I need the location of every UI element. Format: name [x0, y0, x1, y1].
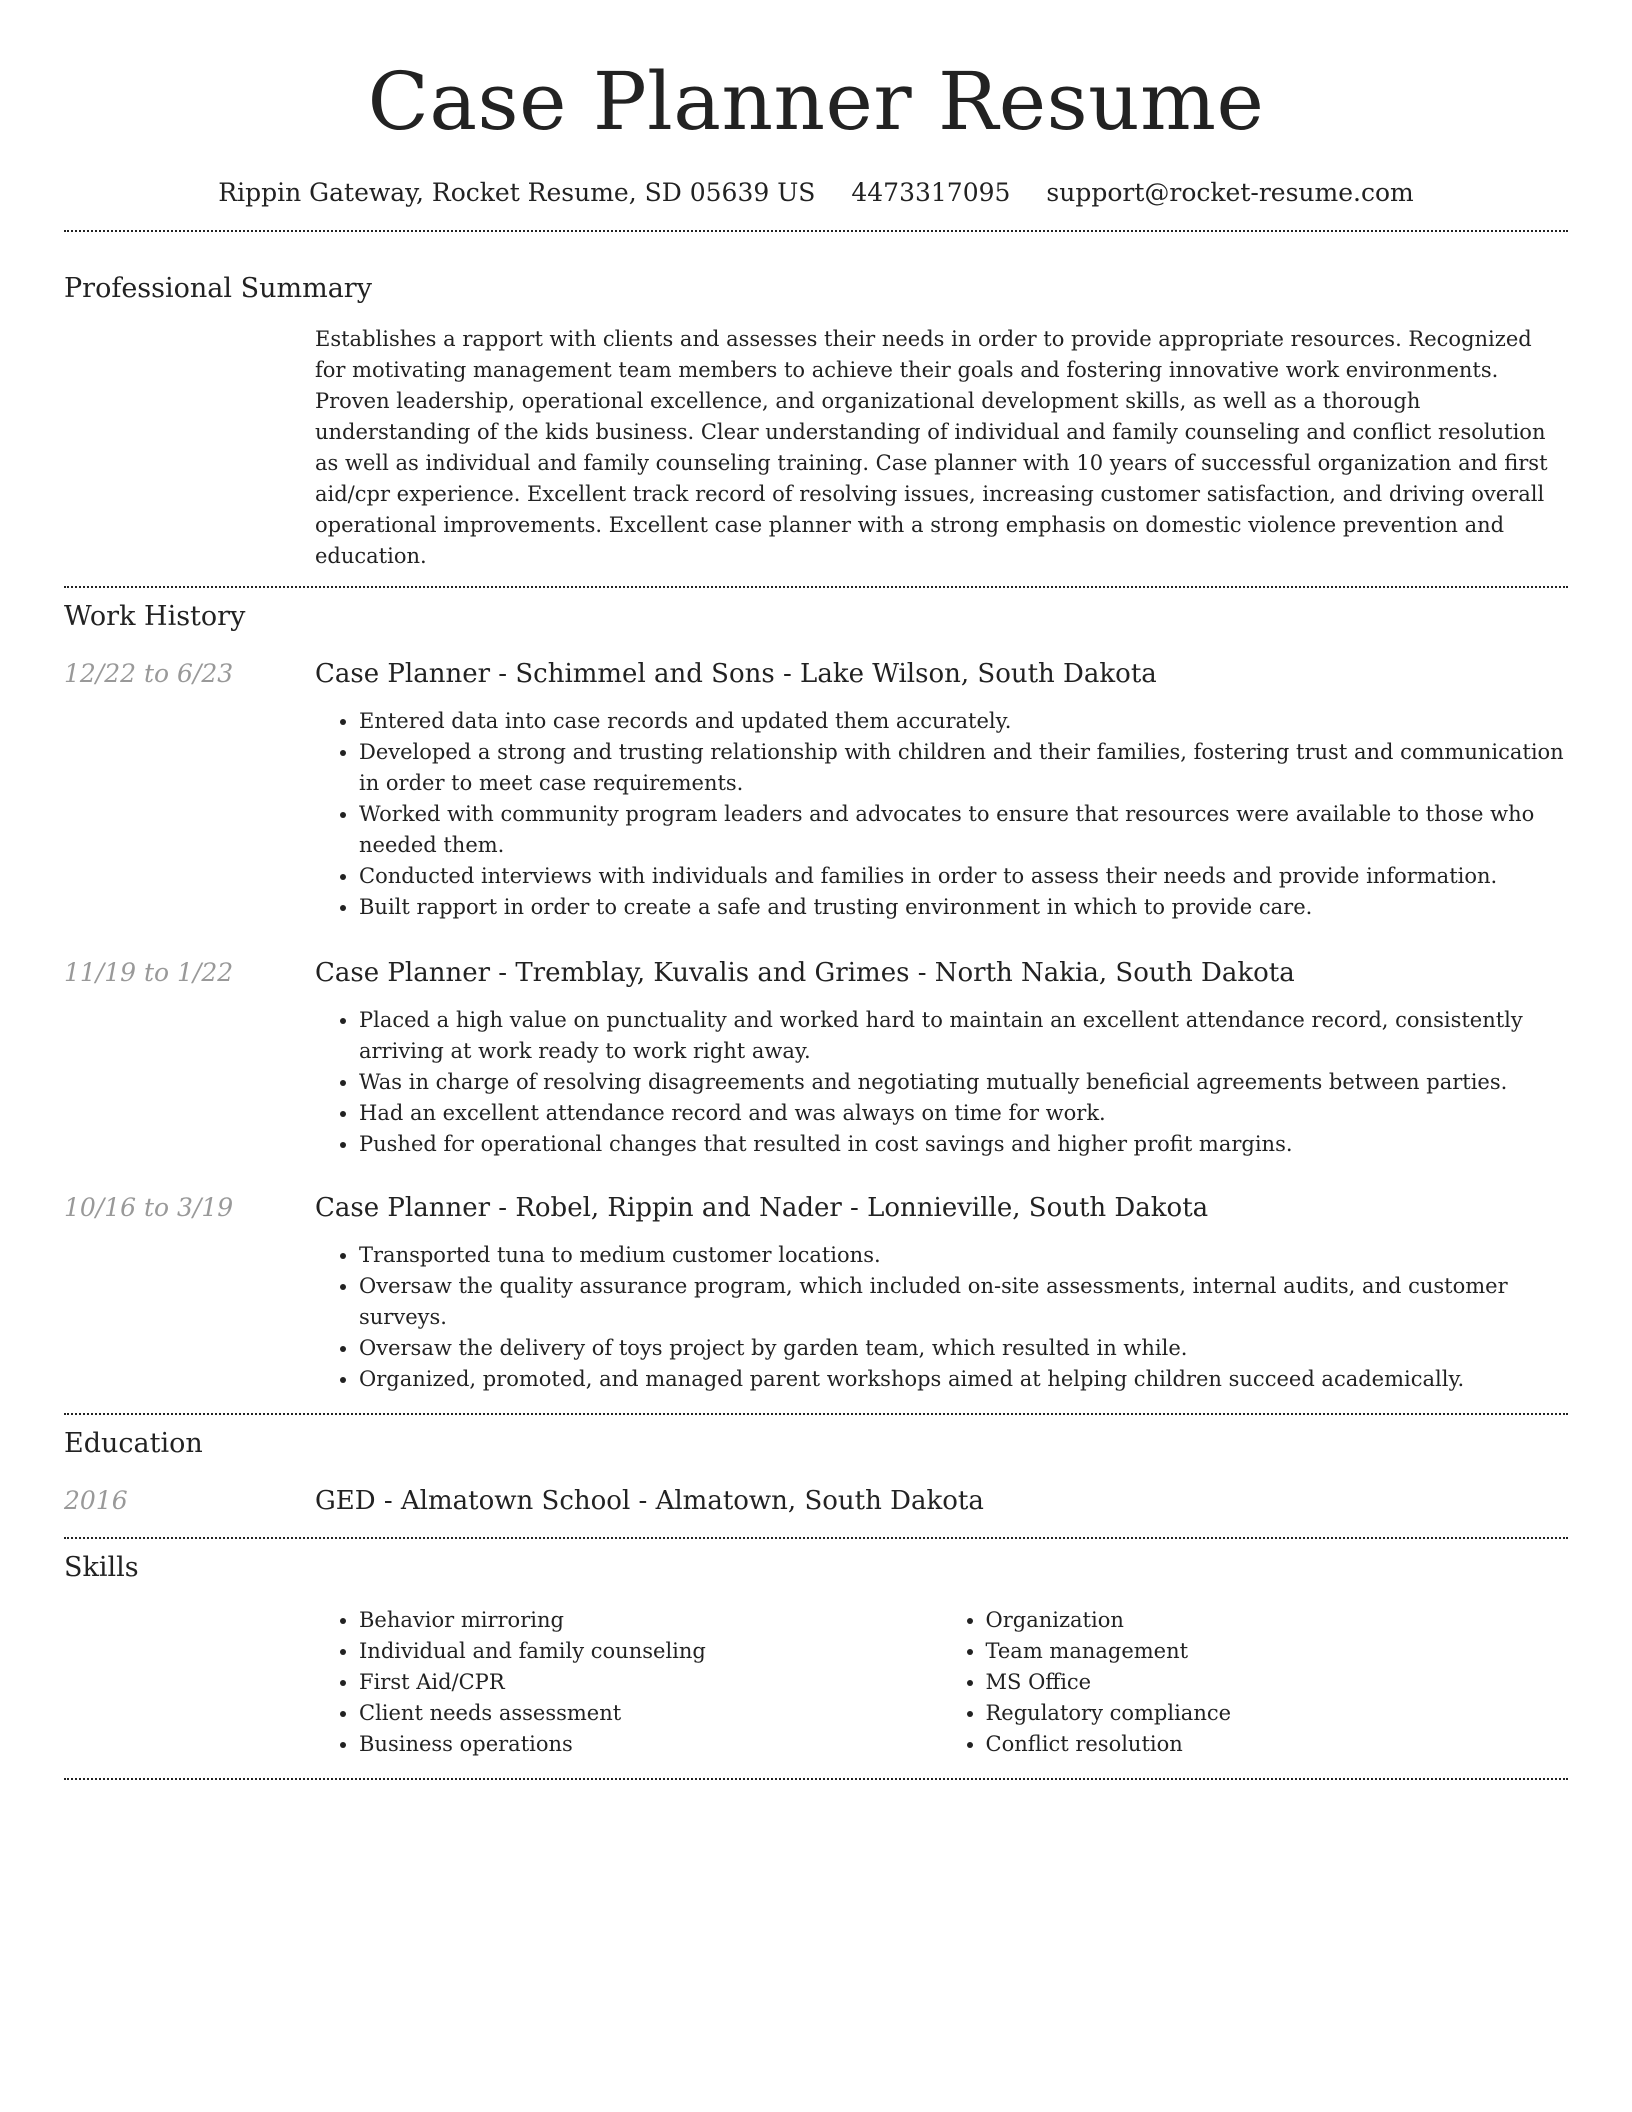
job-title: Case Planner - Tremblay, Kuvalis and Grimes - North Nakia, South Dakota [315, 958, 1295, 988]
job-dates: 12/22 to 6/23 [64, 659, 234, 688]
contact-email: support@rocket-resume.com [1046, 178, 1414, 207]
job-bullet: • Built rapport in order to create a safe and trusting environment in which to provide care. [359, 892, 1568, 923]
education-heading: Education [64, 1428, 203, 1459]
job-bullet: • Oversaw the quality assurance program, which included on-site assessments, internal audits, and customer surveys. [359, 1271, 1568, 1333]
job-bullet: • Conducted interviews with individuals and families in order to assess their needs and provide information. [359, 861, 1568, 892]
resume-page [64, 0, 1568, 1780]
job-dates: 11/19 to 1/22 [64, 958, 234, 987]
skills-list-right [942, 1605, 1569, 1760]
job-bullets [315, 1240, 1568, 1395]
education-title: GED - Almatown School - Almatown, South Dakota [315, 1486, 984, 1516]
job-bullet: • Transported tuna to medium customer locations. [359, 1240, 1568, 1271]
work-history-heading: Work History [64, 601, 246, 632]
summary-section [64, 272, 1568, 572]
skill-item: • Organization [986, 1605, 1569, 1636]
job-bullet: • Entered data into case records and updated them accurately. [359, 706, 1568, 737]
skill-item: • Behavior mirroring [359, 1605, 942, 1636]
job-entry [64, 658, 1568, 923]
skill-item: • Regulatory compliance [986, 1698, 1569, 1729]
skills-divider [64, 1778, 1568, 1780]
skill-item: • Business operations [359, 1729, 942, 1760]
job-entry [64, 1192, 1568, 1395]
skill-item: • MS Office [986, 1667, 1569, 1698]
job-title: Case Planner - Robel, Rippin and Nader - Lonnieville, South Dakota [315, 1193, 1209, 1223]
header-divider [64, 230, 1568, 232]
education-divider [64, 1537, 1568, 1539]
skill-item: • Client needs assessment [359, 1698, 942, 1729]
job-bullet: • Had an excellent attendance record and was always on time for work. [359, 1098, 1568, 1129]
job-entry [64, 957, 1568, 1160]
skills-grid [315, 1605, 1568, 1760]
skill-item: • Conflict resolution [986, 1729, 1569, 1760]
education-section [64, 1427, 1568, 1517]
summary-heading: Professional Summary [64, 273, 372, 304]
skills-heading: Skills [64, 1552, 139, 1583]
job-bullet: • Placed a high value on punctuality and worked hard to maintain an excellent attendance record, consistently arriving at work ready to work right away. [359, 1005, 1568, 1067]
job-bullet: • Organized, promoted, and managed parent workshops aimed at helping children succeed academically. [359, 1364, 1568, 1395]
job-bullet: • Pushed for operational changes that resulted in cost savings and higher profit margins. [359, 1129, 1568, 1160]
job-dates: 10/16 to 3/19 [64, 1193, 234, 1222]
skill-item: • Team management [986, 1636, 1569, 1667]
job-bullets [315, 1005, 1568, 1160]
job-bullet: • Worked with community program leaders and advocates to ensure that resources were available to those who needed them. [359, 799, 1568, 861]
contact-phone: 4473317095 [851, 178, 1011, 207]
work-history-divider [64, 1413, 1568, 1415]
summary-text: Establishes a rapport with clients and assesses their needs in order to provide appropriate resources. Recognized for motivating management team members to achieve their goals and fostering innovative work environments. Proven leadership, operational excellence, and organizational development skills, as well as a thorough understanding of the kids business. Clear understanding of individual and family counseling and conflict resolution as well as individual and family counseling training. Case planner with 10 years of successful organization and first aid/cpr experience. Excellent track record of resolving issues, increasing customer satisfaction, and driving overall operational improvements. Excellent case planner with a strong emphasis on domestic violence prevention and education. [315, 327, 1548, 568]
job-bullets [315, 706, 1568, 923]
work-history-section [64, 600, 1568, 1395]
education-year: 2016 [64, 1486, 128, 1515]
job-bullet: • Developed a strong and trusting relationship with children and their families, fostering trust and communication in order to meet case requirements. [359, 737, 1568, 799]
skill-item: • Individual and family counseling [359, 1636, 942, 1667]
job-title: Case Planner - Schimmel and Sons - Lake Wilson, South Dakota [315, 659, 1157, 689]
summary-divider [64, 586, 1568, 588]
skills-section [64, 1551, 1568, 1760]
education-entry [64, 1485, 1568, 1517]
job-bullet: • Oversaw the delivery of toys project by garden team, which resulted in while. [359, 1333, 1568, 1364]
skill-item: • First Aid/CPR [359, 1667, 942, 1698]
contact-line [64, 178, 1568, 208]
skills-list-left [315, 1605, 942, 1760]
job-bullet: • Was in charge of resolving disagreements and negotiating mutually beneficial agreements between parties. [359, 1067, 1568, 1098]
resume-title: Case Planner Resume [367, 55, 1265, 148]
contact-address: Rippin Gateway, Rocket Resume, SD 05639 US [218, 178, 816, 207]
